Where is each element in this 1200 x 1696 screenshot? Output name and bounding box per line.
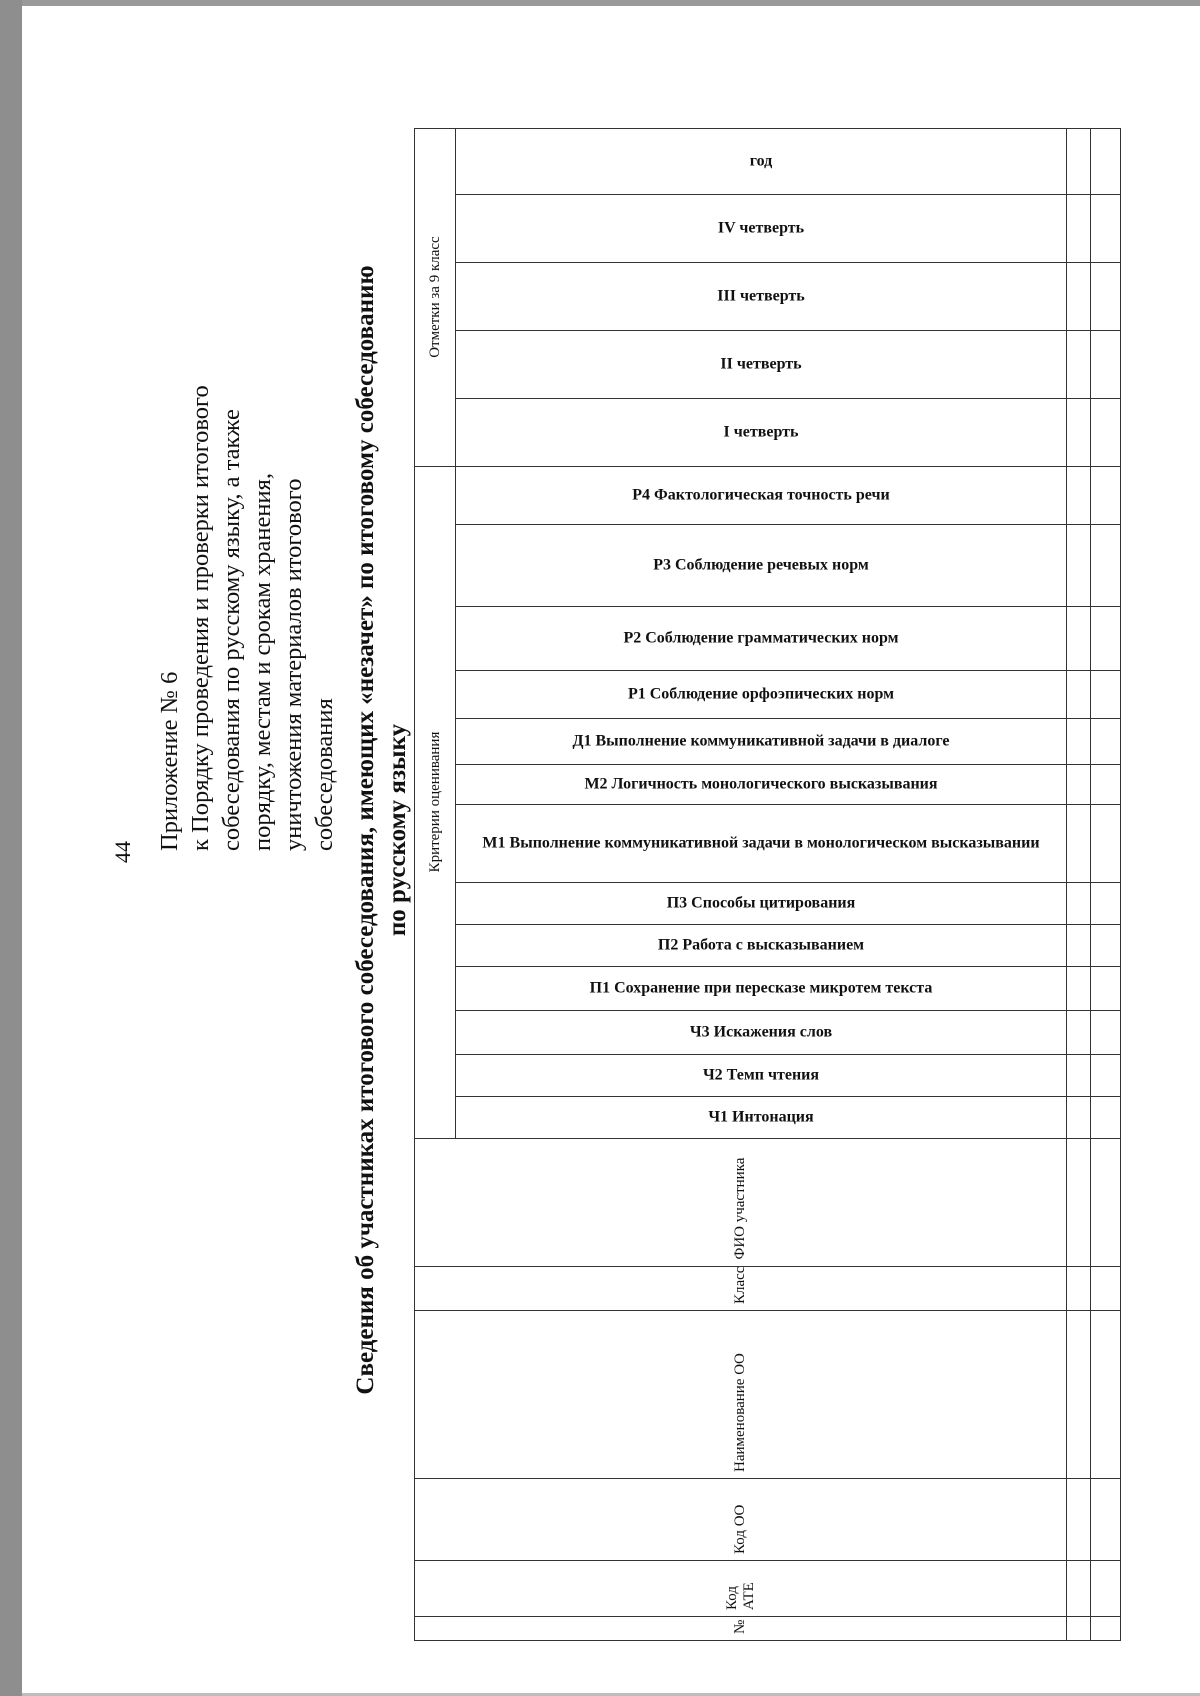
criterion-header (456, 670, 1067, 718)
participants-table (414, 128, 1121, 1641)
table-cell[interactable] (1067, 606, 1091, 670)
mark-header (456, 194, 1067, 262)
page-number: 44 (110, 841, 135, 863)
criterion-label: М2 Логичность монологического высказывания (584, 775, 938, 793)
mark-header (456, 330, 1067, 398)
table-cell[interactable] (1067, 1266, 1091, 1310)
table-cell[interactable] (1091, 670, 1121, 718)
appendix-line: порядку, местам и срокам хранения, (249, 473, 276, 851)
marks-group-header: Отметки за 9 класс (415, 128, 456, 466)
mark-label: год (749, 152, 773, 170)
col-oo-name: Наименование ОО (415, 1311, 1067, 1479)
mark-label: IV четверть (717, 219, 805, 237)
col-participant: ФИО участника (415, 1138, 1067, 1266)
table-cell[interactable] (1067, 128, 1091, 194)
criterion-header (456, 1096, 1067, 1138)
criterion-label: П1 Сохранение при пересказе микротем текста (589, 979, 933, 997)
table-cell[interactable] (1091, 1561, 1121, 1617)
table-cell[interactable] (1067, 262, 1091, 330)
table-cell[interactable] (1091, 1138, 1121, 1266)
table-cell[interactable] (1091, 1010, 1121, 1054)
mark-header (456, 262, 1067, 330)
table-cell[interactable] (1067, 718, 1091, 764)
table-cell[interactable] (1091, 1266, 1121, 1310)
mark-label: III четверть (717, 287, 805, 305)
table-cell[interactable] (1091, 194, 1121, 262)
criterion-header (456, 524, 1067, 606)
table-cell[interactable] (1067, 1054, 1091, 1096)
criterion-header (456, 466, 1067, 524)
table-cell[interactable] (1091, 606, 1121, 670)
table-cell[interactable] (1067, 1096, 1091, 1138)
table-cell[interactable] (1091, 466, 1121, 524)
table-cell[interactable] (1067, 1561, 1091, 1617)
table-cell[interactable] (1067, 924, 1091, 966)
col-grade: Класс (415, 1266, 1067, 1310)
table-cell[interactable] (1067, 804, 1091, 882)
table-cell[interactable] (1091, 1617, 1121, 1641)
rotated-page (22, 0, 1200, 1696)
table-cell[interactable] (1067, 466, 1091, 524)
table-cell[interactable] (1091, 524, 1121, 606)
criterion-header (456, 606, 1067, 670)
table-cell[interactable] (1067, 398, 1091, 466)
table-cell[interactable] (1091, 398, 1121, 466)
table-cell[interactable] (1067, 194, 1091, 262)
criterion-label: Ч3 Искажения слов (689, 1023, 833, 1041)
table-cell[interactable] (1091, 1479, 1121, 1561)
criterion-header (456, 804, 1067, 882)
mark-label: II четверть (720, 355, 802, 373)
table-cell[interactable] (1067, 1010, 1091, 1054)
criterion-header (456, 1010, 1067, 1054)
criterion-label: Р2 Соблюдение грамматических норм (623, 629, 899, 647)
criterion-header (456, 966, 1067, 1010)
criterion-header (456, 882, 1067, 924)
criterion-label: Р3 Соблюдение речевых норм (653, 556, 869, 574)
table-cell[interactable] (1091, 924, 1121, 966)
table-cell[interactable] (1091, 882, 1121, 924)
appendix-line: собеседования (311, 698, 338, 851)
mark-header (456, 128, 1067, 194)
criterion-label: Р1 Соблюдение орфоэпических норм (627, 685, 895, 703)
criterion-label: Р4 Фактологическая точность речи (632, 486, 890, 504)
table-cell[interactable] (1091, 262, 1121, 330)
mark-header (456, 398, 1067, 466)
appendix-line: собеседования по русскому языку, а также (218, 409, 245, 851)
table-cell[interactable] (1091, 1311, 1121, 1479)
appendix-line: Приложение № 6 (156, 671, 183, 851)
criterion-label: П2 Работа с высказыванием (657, 936, 865, 954)
table-cell[interactable] (1091, 764, 1121, 804)
criterion-label: Ч2 Темп чтения (702, 1066, 820, 1084)
appendix-line: к Порядку проведения и проверки итогового (187, 385, 214, 851)
table-cell[interactable] (1067, 1311, 1091, 1479)
criterion-header (456, 718, 1067, 764)
document-title (350, 180, 414, 1480)
criterion-header (456, 924, 1067, 966)
col-oo-code: Код ОО (415, 1479, 1067, 1561)
table-row (1067, 128, 1091, 1640)
title-line-1: Сведения об участниках итогового собеседования, имеющих «незачет» по итоговому собеседованию (352, 265, 379, 1395)
col-number: № (415, 1617, 1067, 1641)
table-cell[interactable] (1091, 718, 1121, 764)
table-cell[interactable] (1091, 966, 1121, 1010)
table-cell[interactable] (1067, 330, 1091, 398)
table-cell[interactable] (1067, 1617, 1091, 1641)
title-line-2: по русскому языку (384, 723, 411, 937)
table-cell[interactable] (1067, 966, 1091, 1010)
criterion-label: М1 Выполнение коммуникативной задачи в монологическом высказывании (482, 834, 1040, 852)
table-cell[interactable] (1067, 670, 1091, 718)
mark-label: I четверть (723, 423, 799, 441)
table-cell[interactable] (1067, 1138, 1091, 1266)
table-cell[interactable] (1091, 1096, 1121, 1138)
col-ate-code: Код АТЕ (415, 1561, 1067, 1617)
appendix-line: уничтожения материалов итогового (280, 478, 307, 851)
table-cell[interactable] (1091, 128, 1121, 194)
table-cell[interactable] (1067, 764, 1091, 804)
table-cell[interactable] (1091, 1054, 1121, 1096)
appendix-block (154, 131, 340, 851)
table-cell[interactable] (1091, 804, 1121, 882)
criterion-header (456, 764, 1067, 804)
table-cell[interactable] (1067, 524, 1091, 606)
criteria-group-header: Критерии оценивания (415, 466, 456, 1138)
criterion-label: П3 Способы цитирования (666, 894, 856, 912)
criterion-label: Д1 Выполнение коммуникативной задачи в диалоге (572, 732, 950, 750)
criterion-header (456, 1054, 1067, 1096)
table-row (1091, 128, 1121, 1640)
table-cell[interactable] (1067, 1479, 1091, 1561)
criterion-label: Ч1 Интонация (708, 1108, 814, 1126)
table-cell[interactable] (1067, 882, 1091, 924)
table-cell[interactable] (1091, 330, 1121, 398)
